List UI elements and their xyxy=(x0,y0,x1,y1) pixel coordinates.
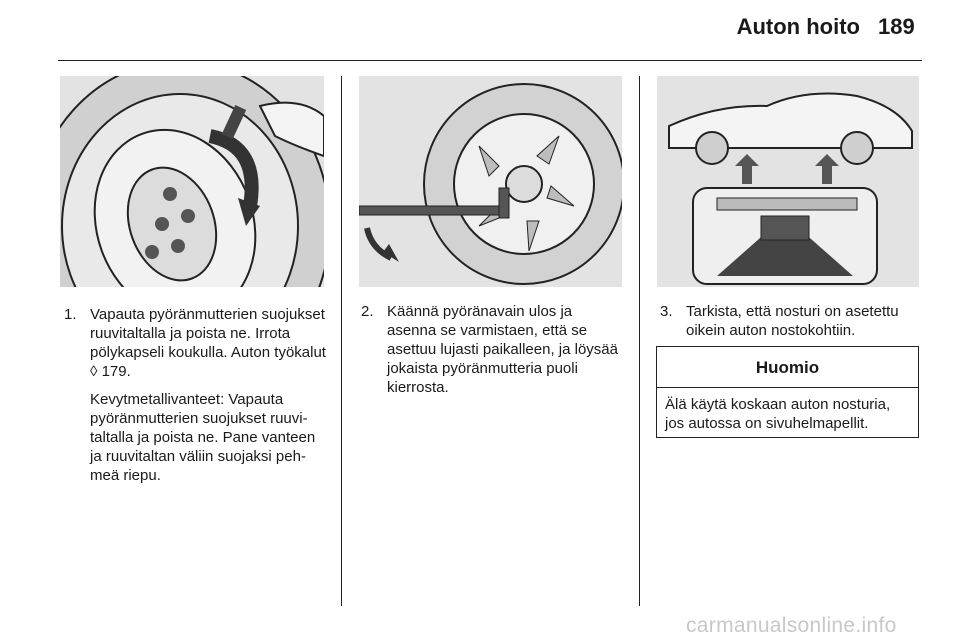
step-paragraph: Kevytmetallivanteet: Vapauta pyöränmutterien suojukset ruuvitaltalla ja poista ne. Pane vanteen ja ruuvitaltan väliin suojaksi pehmeä riepu. xyxy=(90,391,316,484)
figure-wheel-wrench xyxy=(359,76,622,287)
note-box xyxy=(656,346,919,438)
header-rule xyxy=(58,60,922,61)
step-paragraph: Käännä pyöränavain ulos ja asenna se varmistaen, että se asettuu lujasti paikalleen, ja löysää jokaista pyöränmutteria puoli kierrosta. xyxy=(387,303,618,396)
figure-hubcap-removal xyxy=(60,76,324,287)
step-paragraph: Tarkista, että nosturi on asetettu oikein auton nostokohtiin. xyxy=(686,303,899,339)
section-title: Auton hoito xyxy=(736,14,860,39)
step-number: 2. xyxy=(361,303,374,320)
step-1 xyxy=(64,305,326,485)
step-3 xyxy=(660,302,920,340)
step-number: 3. xyxy=(660,303,673,320)
note-text: Älä käytä koskaan auton nosturia, jos autossa on sivuhelmapellit. xyxy=(665,396,891,432)
watermark: carmanualsonline.info xyxy=(686,614,897,637)
step-paragraph: Vapauta pyöränmutterien suojukset ruuvitaltalla ja poista ne. Irrota pölykapseli koukulla. Auton työkalut ◊ 179. xyxy=(90,306,326,380)
page-number: 189 xyxy=(878,14,915,39)
column-divider xyxy=(341,76,342,606)
step-number: 1. xyxy=(64,306,77,323)
note-heading: Huomio xyxy=(657,347,918,388)
column-divider xyxy=(639,76,640,606)
figure-jack-position xyxy=(657,76,919,287)
step-2 xyxy=(361,302,623,397)
